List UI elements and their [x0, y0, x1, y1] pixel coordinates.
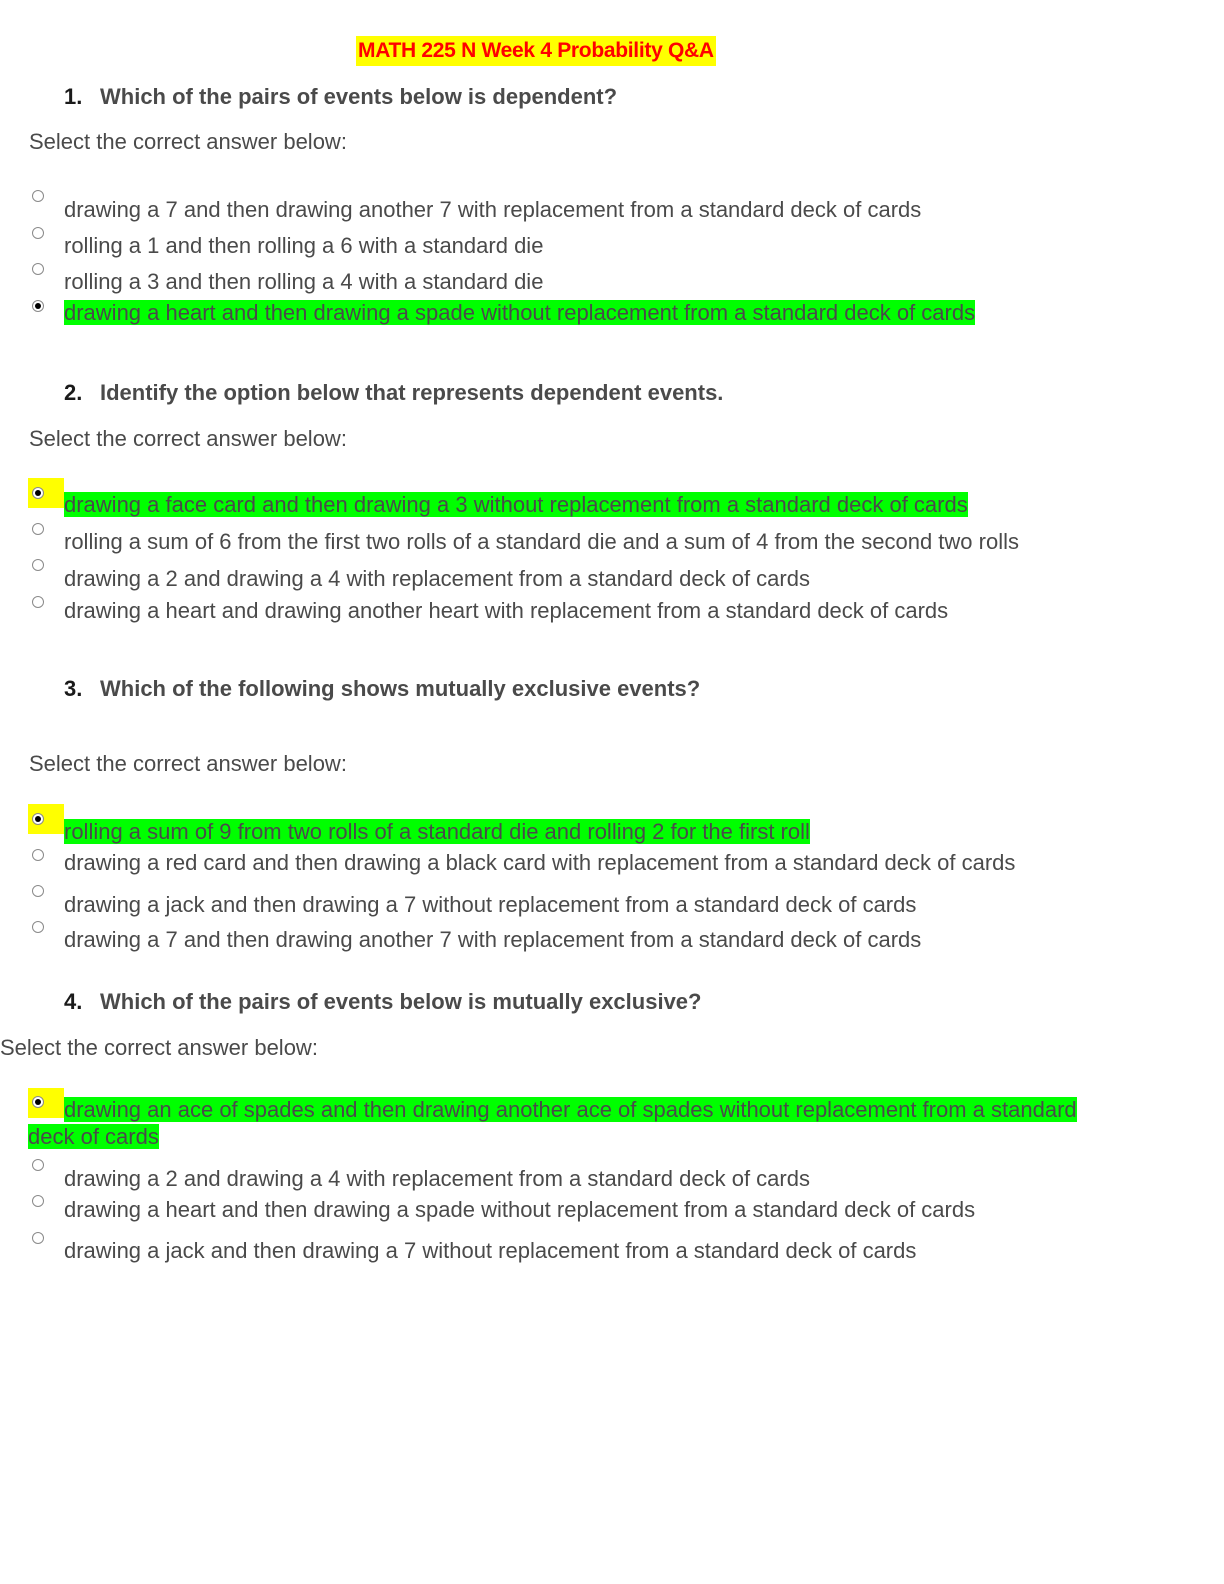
- q1-option-4-radio-selected[interactable]: [32, 300, 44, 312]
- q3-option-2-radio[interactable]: [32, 849, 44, 861]
- question-3-number: 3.: [64, 676, 83, 701]
- q2-option-2-label: rolling a sum of 6 from the first two rolls of a standard die and a sum of 4 from the second two rolls: [64, 529, 1019, 554]
- q2-option-4-radio[interactable]: [32, 596, 44, 608]
- q1-option-3-label: rolling a 3 and then rolling a 4 with a standard die: [64, 269, 544, 294]
- q3-option-1-radio-selected[interactable]: [32, 813, 44, 825]
- question-2-heading: [64, 380, 723, 406]
- q3-option-1-label: [64, 819, 810, 845]
- question-1-heading: [64, 84, 617, 110]
- q4-correct-answer-highlight-line1: drawing an ace of spades and then drawing another ace of spades without replacement from a standard: [64, 1097, 1077, 1122]
- q3-option-3-label: drawing a jack and then drawing a 7 without replacement from a standard deck of cards: [64, 892, 917, 917]
- q1-option-2-label: rolling a 1 and then rolling a 6 with a standard die: [64, 233, 544, 258]
- q4-correct-answer-highlight-line2: deck of cards: [28, 1124, 159, 1149]
- question-2-prompt: Select the correct answer below:: [29, 426, 347, 451]
- q4-option-3-label: drawing a heart and then drawing a spade without replacement from a standard deck of cards: [64, 1197, 976, 1222]
- question-4-heading: [64, 989, 701, 1015]
- question-1-prompt: Select the correct answer below:: [29, 129, 347, 154]
- q4-option-3-radio[interactable]: [32, 1195, 44, 1207]
- question-3-text: Which of the following shows mutually exclusive events?: [100, 676, 701, 701]
- q4-option-2-label: drawing a 2 and drawing a 4 with replacement from a standard deck of cards: [64, 1166, 810, 1191]
- question-2-number: 2.: [64, 380, 83, 405]
- q2-option-2-radio[interactable]: [32, 523, 44, 535]
- q4-option-4-radio[interactable]: [32, 1232, 44, 1244]
- question-1-text: Which of the pairs of events below is dependent?: [100, 84, 618, 109]
- q2-option-1-label: [64, 492, 968, 518]
- q1-option-1-radio[interactable]: [32, 190, 44, 202]
- question-1-number: 1.: [64, 84, 83, 109]
- q1-correct-answer-highlight: drawing a heart and then drawing a spade without replacement from a standard deck of cards: [64, 300, 976, 325]
- q3-option-4-label: drawing a 7 and then drawing another 7 with replacement from a standard deck of cards: [64, 927, 922, 952]
- question-4-text: Which of the pairs of events below is mutually exclusive?: [100, 989, 702, 1014]
- question-4-number: 4.: [64, 989, 83, 1014]
- q4-option-4-label: drawing a jack and then drawing a 7 without replacement from a standard deck of cards: [64, 1238, 917, 1263]
- q3-option-3-radio[interactable]: [32, 885, 44, 897]
- q3-option-4-radio[interactable]: [32, 921, 44, 933]
- q4-option-1-label: [64, 1097, 1164, 1123]
- q2-option-1-radio-selected[interactable]: [32, 487, 44, 499]
- question-3-heading: [64, 676, 700, 702]
- q4-option-2-radio[interactable]: [32, 1159, 44, 1171]
- question-2-text: Identify the option below that represents dependent events.: [100, 380, 724, 405]
- q1-option-3-radio[interactable]: [32, 263, 44, 275]
- document-title: MATH 225 N Week 4 Probability Q&A: [356, 36, 716, 66]
- q1-option-1-label: drawing a 7 and then drawing another 7 with replacement from a standard deck of cards: [64, 197, 922, 222]
- question-3-prompt: Select the correct answer below:: [29, 751, 347, 776]
- q4-option-1-radio-selected[interactable]: [32, 1096, 44, 1108]
- q1-option-4-label: [64, 300, 975, 326]
- q2-correct-answer-highlight: drawing a face card and then drawing a 3 without replacement from a standard deck of cards: [64, 492, 968, 517]
- q2-option-3-label: drawing a 2 and drawing a 4 with replacement from a standard deck of cards: [64, 566, 810, 591]
- question-4-prompt: Select the correct answer below:: [0, 1035, 318, 1060]
- q3-correct-answer-highlight: rolling a sum of 9 from two rolls of a standard die and rolling 2 for the first roll: [64, 819, 810, 844]
- q1-option-2-radio[interactable]: [32, 227, 44, 239]
- q2-option-4-label: drawing a heart and drawing another heart with replacement from a standard deck of cards: [64, 598, 949, 623]
- q2-option-3-radio[interactable]: [32, 559, 44, 571]
- q3-option-2-label: drawing a red card and then drawing a black card with replacement from a standard deck of cards: [64, 850, 1016, 875]
- q4-option-1-label-continuation: [28, 1124, 159, 1150]
